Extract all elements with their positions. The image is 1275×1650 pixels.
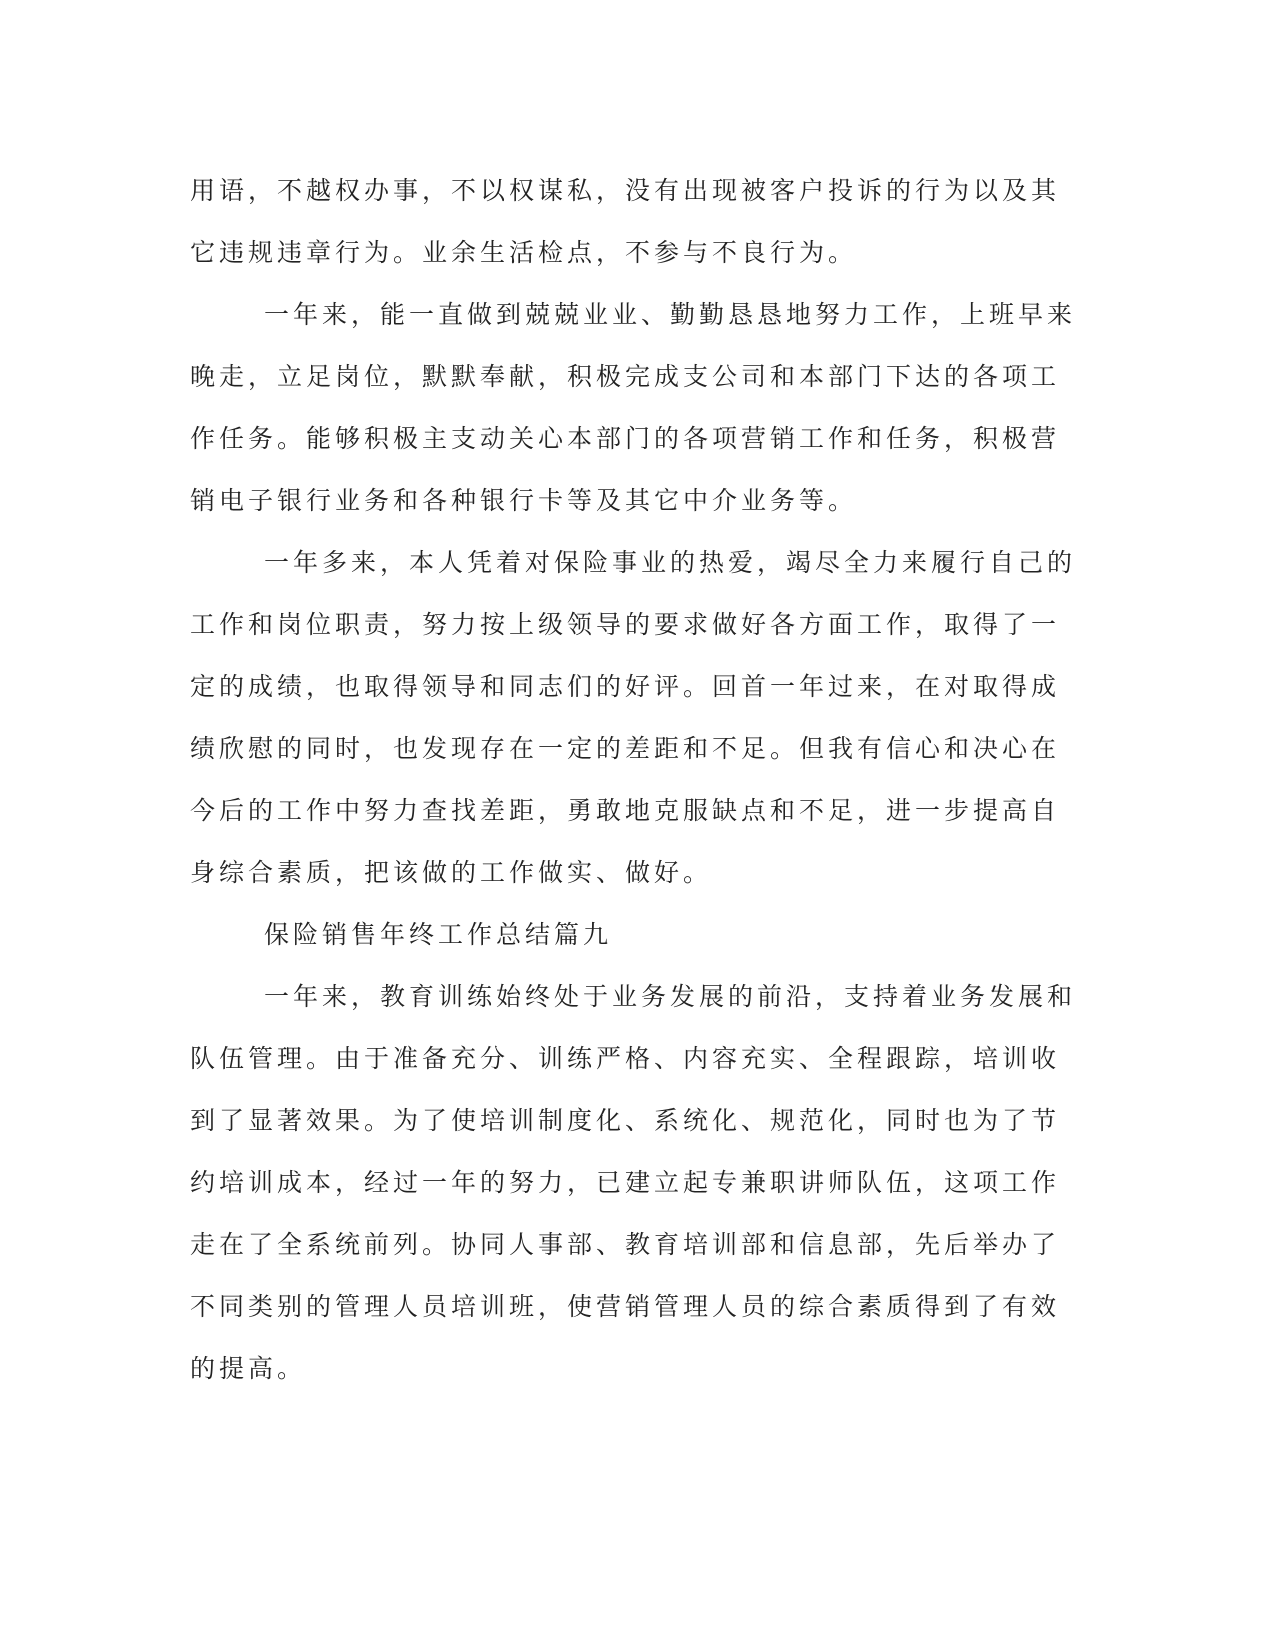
- body-text: [190, 160, 1077, 1400]
- text-line: 工作和岗位职责，努力按上级领导的要求做好各方面工作，取得了一: [190, 610, 1061, 639]
- text-line: 一年来，教育训练始终处于业务发展的前沿，支持着业务发展和: [264, 982, 1077, 1011]
- text-line: 到了显著效果。为了使培训制度化、系统化、规范化，同时也为了节: [190, 1106, 1061, 1135]
- text-line: 今后的工作中努力查找差距，勇敢地克服缺点和不足，进一步提高自: [190, 796, 1061, 825]
- text-line: 绩欣慰的同时，也发现存在一定的差距和不足。但我有信心和决心在: [190, 734, 1061, 763]
- text-line: 一年来，能一直做到兢兢业业、勤勤恳恳地努力工作，上班早来: [264, 300, 1077, 329]
- text-line: 队伍管理。由于准备充分、训练严格、内容充实、全程跟踪，培训收: [190, 1044, 1061, 1073]
- text-line: 定的成绩，也取得领导和同志们的好评。回首一年过来，在对取得成: [190, 672, 1061, 701]
- text-line: 作任务。能够积极主支动关心本部门的各项营销工作和任务，积极营: [190, 424, 1061, 453]
- text-line: 不同类别的管理人员培训班，使营销管理人员的综合素质得到了有效: [190, 1292, 1061, 1321]
- text-line: 用语，不越权办事，不以权谋私，没有出现被客户投诉的行为以及其: [190, 176, 1061, 205]
- text-line: 约培训成本，经过一年的努力，已建立起专兼职讲师队伍，这项工作: [190, 1168, 1061, 1197]
- text-line: 它违规违章行为。业余生活检点，不参与不良行为。: [190, 238, 858, 267]
- text-line: 身综合素质，把该做的工作做实、做好。: [190, 858, 713, 887]
- text-line: 销电子银行业务和各种银行卡等及其它中介业务等。: [190, 486, 858, 515]
- section-heading: 保险销售年终工作总结篇九: [264, 920, 613, 949]
- text-line: 晚走，立足岗位，默默奉献，积极完成支公司和本部门下达的各项工: [190, 362, 1061, 391]
- text-line: 的提高。: [190, 1354, 307, 1383]
- text-line: 走在了全系统前列。协同人事部、教育培训部和信息部，先后举办了: [190, 1230, 1061, 1259]
- text-line: 一年多来，本人凭着对保险事业的热爱，竭尽全力来履行自己的: [264, 548, 1077, 577]
